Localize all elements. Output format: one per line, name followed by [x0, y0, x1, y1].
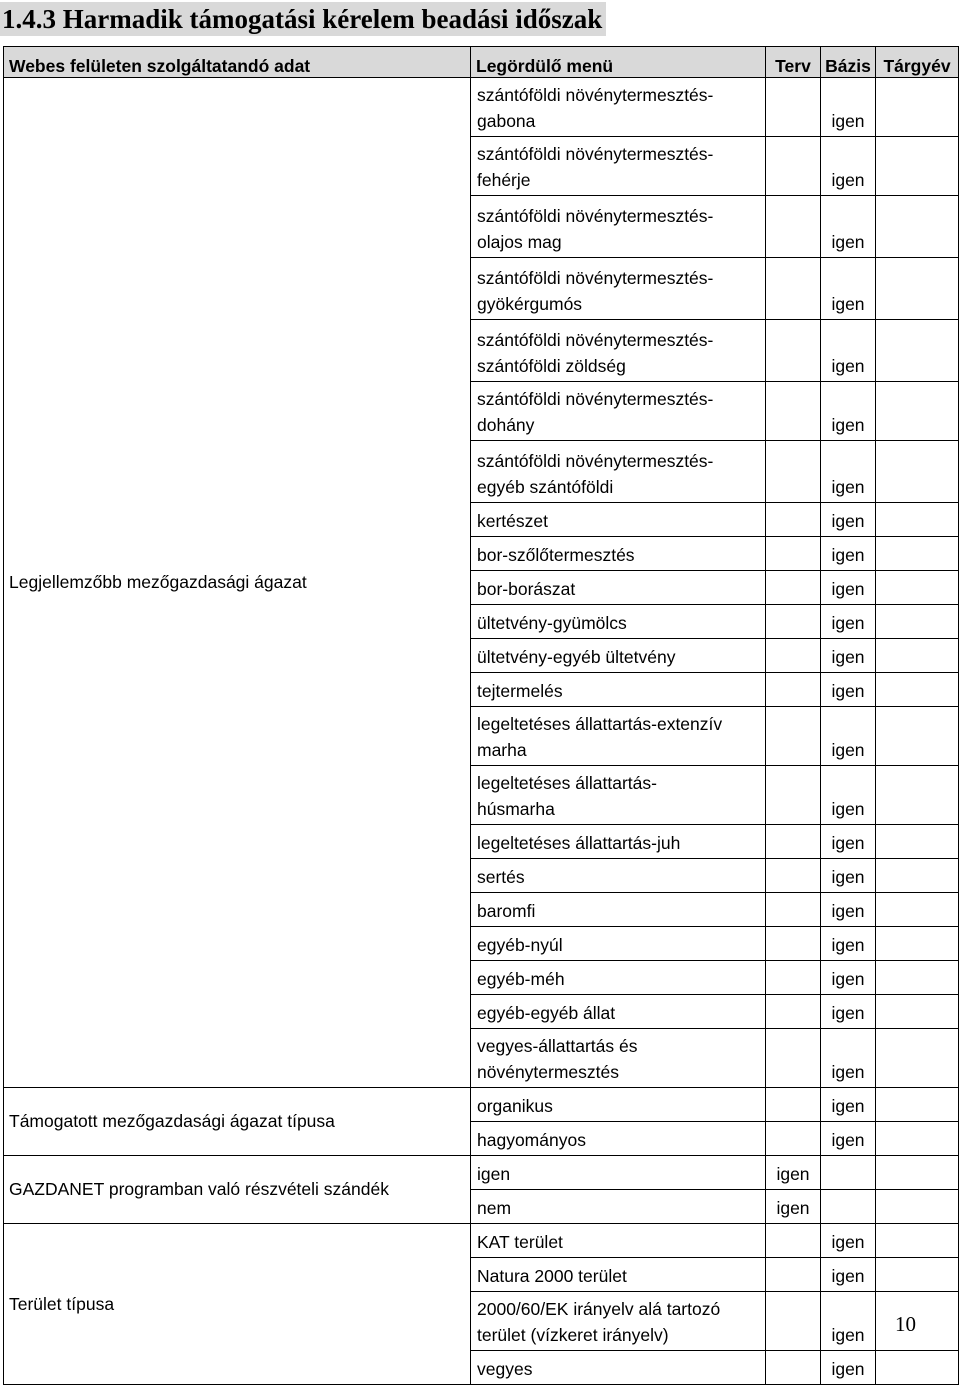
menu-option: egyéb-egyéb állat [471, 995, 766, 1029]
terv-value [766, 503, 821, 537]
table-row [4, 1088, 959, 1122]
targyev-value [876, 995, 959, 1029]
terv-value [766, 1088, 821, 1122]
group-label: Támogatott mezőgazdasági ágazat típusa [4, 1088, 471, 1156]
data-table [3, 46, 959, 1385]
bazis-value: igen [821, 503, 876, 537]
menu-option: ültetvény-gyümölcs [471, 605, 766, 639]
terv-value [766, 571, 821, 605]
bazis-value: igen [821, 382, 876, 441]
menu-option: bor-szőlőtermesztés [471, 537, 766, 571]
terv-value [766, 825, 821, 859]
targyev-value [876, 639, 959, 673]
menu-option: szántóföldi növénytermesztés- gyökérgumós [471, 258, 766, 320]
menu-option: bor-borászat [471, 571, 766, 605]
menu-option: tejtermelés [471, 673, 766, 707]
terv-value [766, 382, 821, 441]
bazis-value: igen [821, 537, 876, 571]
terv-value [766, 707, 821, 766]
bazis-value: igen [821, 825, 876, 859]
targyev-value [876, 766, 959, 825]
menu-option: szántóföldi növénytermesztés- dohány [471, 382, 766, 441]
terv-value [766, 320, 821, 382]
targyev-value [876, 1122, 959, 1156]
bazis-value: igen [821, 196, 876, 258]
bazis-value: igen [821, 1258, 876, 1292]
table-row [4, 1156, 959, 1190]
menu-option: vegyes [471, 1351, 766, 1385]
bazis-value [821, 1190, 876, 1224]
targyev-value [876, 537, 959, 571]
menu-option: sertés [471, 859, 766, 893]
targyev-value [876, 673, 959, 707]
bazis-value: igen [821, 605, 876, 639]
terv-value [766, 927, 821, 961]
targyev-value [876, 258, 959, 320]
menu-option: legeltetéses állattartás-juh [471, 825, 766, 859]
terv-value [766, 1122, 821, 1156]
targyev-value [876, 503, 959, 537]
section-title: 1.4.3 Harmadik támogatási kérelem beadási időszak [0, 2, 606, 36]
bazis-value: igen [821, 258, 876, 320]
menu-option: egyéb-méh [471, 961, 766, 995]
terv-value [766, 1029, 821, 1088]
terv-value [766, 196, 821, 258]
bazis-value: igen [821, 441, 876, 503]
targyev-value [876, 1224, 959, 1258]
bazis-value: igen [821, 137, 876, 196]
menu-option: szántóföldi növénytermesztés- egyéb szántóföldi [471, 441, 766, 503]
targyev-value [876, 1292, 959, 1351]
menu-option: 2000/60/EK irányelv alá tartozó terület (vízkeret irányelv) [471, 1292, 766, 1351]
menu-option: ültetvény-egyéb ültetvény [471, 639, 766, 673]
terv-value [766, 995, 821, 1029]
bazis-value: igen [821, 927, 876, 961]
header-bazis: Bázis [821, 47, 876, 78]
bazis-value: igen [821, 995, 876, 1029]
terv-value [766, 859, 821, 893]
bazis-value: igen [821, 673, 876, 707]
targyev-value [876, 320, 959, 382]
terv-value [766, 537, 821, 571]
terv-value: igen [766, 1156, 821, 1190]
bazis-value: igen [821, 1292, 876, 1351]
group-label: Terület típusa [4, 1224, 471, 1385]
terv-value [766, 1351, 821, 1385]
targyev-value [876, 1088, 959, 1122]
targyev-value [876, 605, 959, 639]
menu-option: KAT terület [471, 1224, 766, 1258]
header-menu: Legördülő menü [471, 47, 766, 78]
menu-option: organikus [471, 1088, 766, 1122]
targyev-value [876, 382, 959, 441]
menu-option: baromfi [471, 893, 766, 927]
terv-value [766, 893, 821, 927]
table-body [4, 78, 959, 1385]
terv-value [766, 78, 821, 137]
bazis-value: igen [821, 766, 876, 825]
menu-option: szántóföldi növénytermesztés- szántóföldi zöldség [471, 320, 766, 382]
table-row [4, 1224, 959, 1258]
page-number: 10 [895, 1312, 916, 1336]
terv-value [766, 673, 821, 707]
terv-value [766, 441, 821, 503]
menu-option: szántóföldi növénytermesztés- olajos mag [471, 196, 766, 258]
menu-option: szántóföldi növénytermesztés- gabona [471, 78, 766, 137]
header-webes: Webes felületen szolgáltatandó adat [4, 47, 471, 78]
bazis-value: igen [821, 893, 876, 927]
targyev-value [876, 571, 959, 605]
bazis-value: igen [821, 320, 876, 382]
bazis-value: igen [821, 1088, 876, 1122]
menu-option: vegyes-állattartás és növénytermesztés [471, 1029, 766, 1088]
bazis-value: igen [821, 571, 876, 605]
terv-value [766, 639, 821, 673]
menu-option: szántóföldi növénytermesztés- fehérje [471, 137, 766, 196]
targyev-value [876, 441, 959, 503]
terv-value [766, 961, 821, 995]
terv-value [766, 1258, 821, 1292]
targyev-value [876, 859, 959, 893]
targyev-value [876, 1029, 959, 1088]
terv-value [766, 1224, 821, 1258]
bazis-value [821, 1156, 876, 1190]
targyev-value [876, 893, 959, 927]
targyev-value [876, 825, 959, 859]
group-label: Legjellemzőbb mezőgazdasági ágazat [4, 78, 471, 1088]
terv-value [766, 258, 821, 320]
menu-option: egyéb-nyúl [471, 927, 766, 961]
bazis-value: igen [821, 1351, 876, 1385]
targyev-value [876, 927, 959, 961]
terv-value [766, 766, 821, 825]
terv-value: igen [766, 1190, 821, 1224]
table-header-row [4, 47, 959, 78]
terv-value [766, 137, 821, 196]
targyev-value [876, 196, 959, 258]
bazis-value: igen [821, 1224, 876, 1258]
header-terv: Terv [766, 47, 821, 78]
bazis-value: igen [821, 1029, 876, 1088]
menu-option: igen [471, 1156, 766, 1190]
targyev-value [876, 707, 959, 766]
targyev-value [876, 1351, 959, 1385]
targyev-value [876, 961, 959, 995]
bazis-value: igen [821, 961, 876, 995]
targyev-value [876, 1190, 959, 1224]
menu-option: kertészet [471, 503, 766, 537]
targyev-value [876, 1156, 959, 1190]
bazis-value: igen [821, 1122, 876, 1156]
targyev-value [876, 137, 959, 196]
menu-option: legeltetéses állattartás- húsmarha [471, 766, 766, 825]
menu-option: hagyományos [471, 1122, 766, 1156]
targyev-value [876, 1258, 959, 1292]
bazis-value: igen [821, 639, 876, 673]
menu-option: nem [471, 1190, 766, 1224]
bazis-value: igen [821, 859, 876, 893]
group-label: GAZDANET programban való részvételi szándék [4, 1156, 471, 1224]
bazis-value: igen [821, 78, 876, 137]
table-row [4, 78, 959, 137]
targyev-value [876, 78, 959, 137]
menu-option: Natura 2000 terület [471, 1258, 766, 1292]
bazis-value: igen [821, 707, 876, 766]
menu-option: legeltetéses állattartás-extenzív marha [471, 707, 766, 766]
terv-value [766, 1292, 821, 1351]
header-targyev: Tárgyév [876, 47, 959, 78]
terv-value [766, 605, 821, 639]
